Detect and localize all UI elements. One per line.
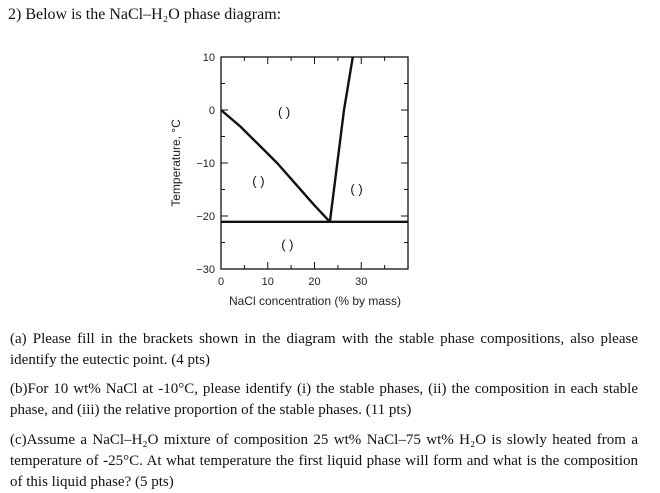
y-axis-label: Temperature, °C xyxy=(169,119,183,207)
question-a: (a) Please fill in the brackets shown in the diagram with the stable phase compositions, also please identify the eutectic point. (4 pts) xyxy=(10,331,638,368)
y-tick-label: 0 xyxy=(208,105,215,117)
y-tick-label: 10 xyxy=(202,52,215,64)
plot-frame xyxy=(221,57,408,269)
x-tick-labels xyxy=(218,276,367,288)
x-tick-label: 0 xyxy=(217,276,225,288)
phase-bracket: ( ) xyxy=(252,173,265,189)
phase-boundary xyxy=(330,57,353,222)
phase-bracket: ( ) xyxy=(281,237,294,253)
y-tick-label: −10 xyxy=(196,158,215,170)
phase-brackets xyxy=(252,105,362,253)
y-tick-label: −30 xyxy=(196,264,215,276)
y-tick-labels xyxy=(196,52,215,276)
question-b: (b)For 10 wt% NaCl at -10°C, please identify (i) the stable phases, (ii) the composition in each stable phase, and (iii) the relative proportion of the stable phases. (11 pts) xyxy=(10,381,638,418)
question-c: (c)Assume a NaCl–H₂O mixture of composition 25 wt% NaCl–75 wt% H₂O is slowly heated from a temperature of -25°C. At what temperature the first liquid phase will form and what is the composition of this liquid phase? (5 pts) xyxy=(10,432,638,490)
x-tick-label: 30 xyxy=(355,276,368,288)
phase-bracket: ( ) xyxy=(277,104,291,120)
x-tick-label: 10 xyxy=(261,276,274,288)
x-axis-label: NaCl concentration (% by mass) xyxy=(228,294,402,308)
phase-boundary xyxy=(221,110,330,222)
phase-boundaries xyxy=(221,57,408,222)
tick-marks xyxy=(221,57,408,269)
y-tick-label: −20 xyxy=(196,211,215,223)
phase-bracket: ( ) xyxy=(350,181,363,197)
x-tick-label: 20 xyxy=(308,276,321,288)
question-heading-text: Below is the NaCl–H₂O phase diagram: xyxy=(25,6,282,23)
question-number: 2) xyxy=(8,6,22,23)
